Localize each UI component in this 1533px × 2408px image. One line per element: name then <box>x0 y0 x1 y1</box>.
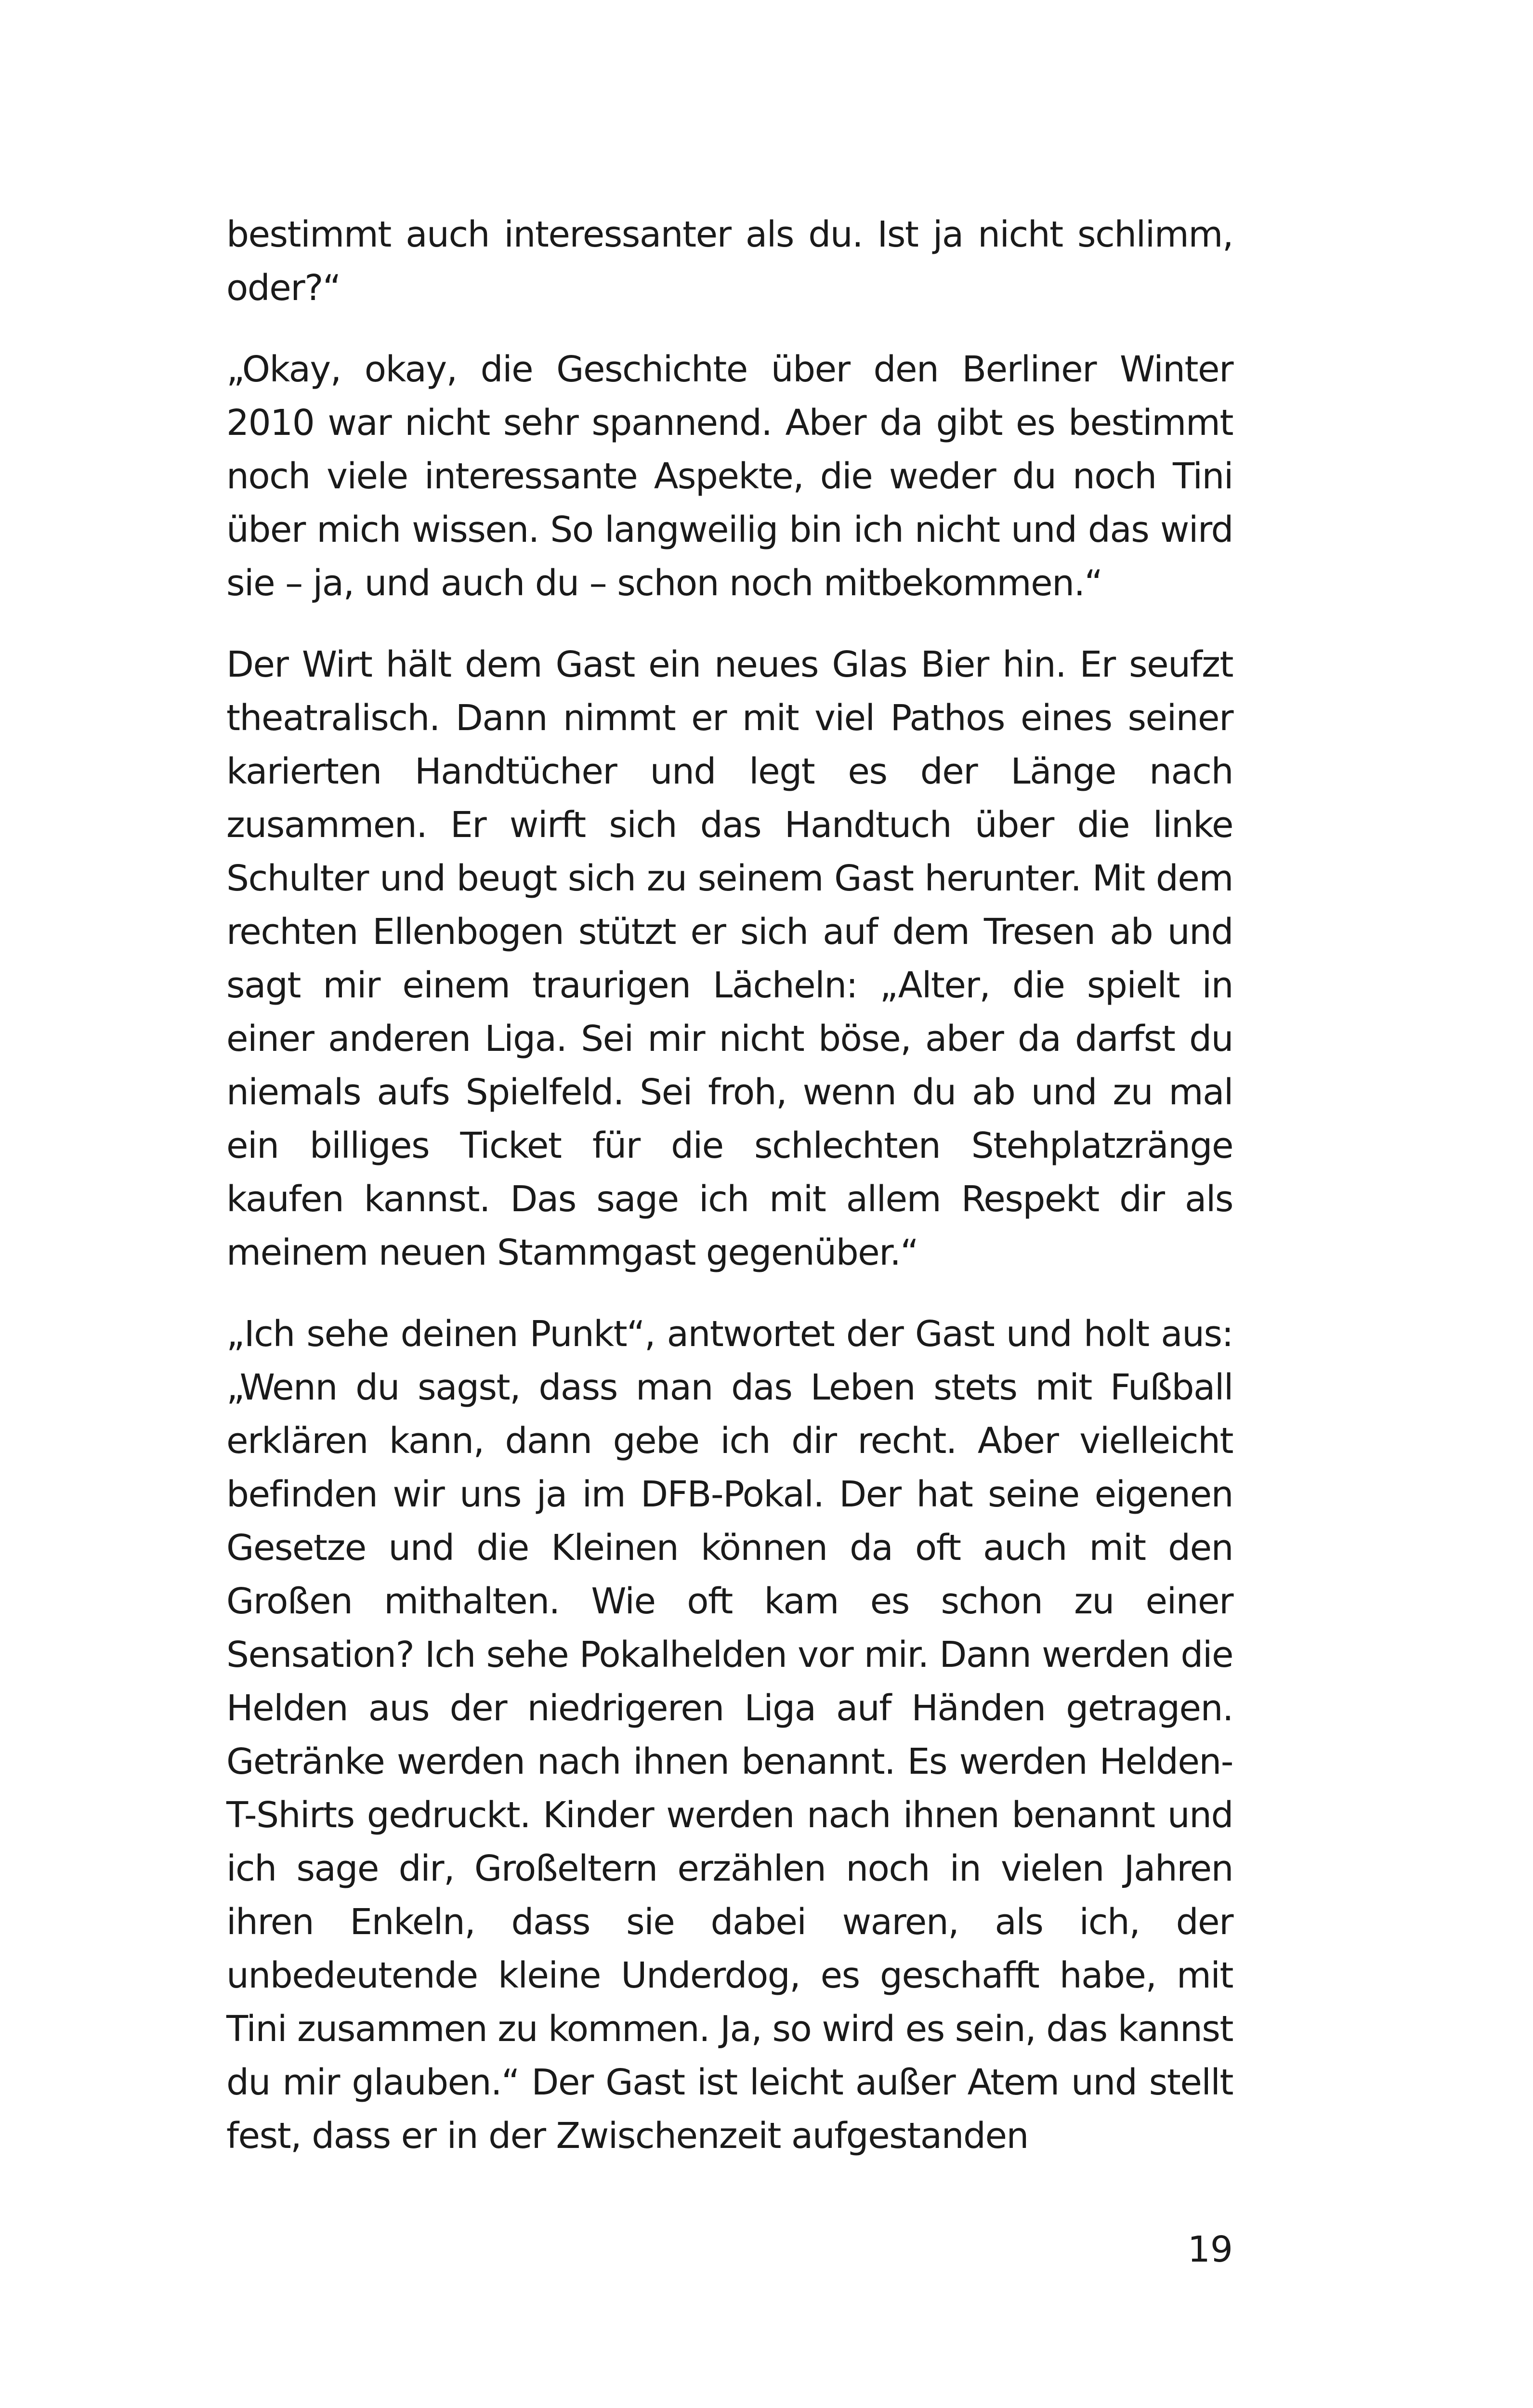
paragraph-2: „Okay, okay, die Geschichte über den Berliner Winter 2010 war nicht sehr spannend. Aber da gibt es bestimmt noch viele interessante Aspekte, die weder du noch Tini über mich wissen. So langweilig bin ich nicht und das wird sie – ja, und auch du – schon noch mitbekommen.“ <box>226 349 1233 604</box>
page-number: 19 <box>1187 2229 1233 2270</box>
paragraph-4: „Ich sehe deinen Punkt“, antwortet der Gast und holt aus: „Wenn du sagst, dass man das Leben stets mit Fußball erklären kann, dann gebe ich dir recht. Aber vielleicht befinden wir uns ja im DFB-Pokal. Der hat seine eigenen Gesetze und die Kleinen können da oft auch mit den Großen mithalten. Wie oft kam es schon zu einer Sensation? Ich sehe Pokalhelden vor mir. Dann werden die Helden aus der niedrigeren Liga auf Händen getragen. Getränke werden nach ihnen benannt. Es werden Helden-T-Shirts gedruckt. Kinder werden nach ihnen benannt und ich sage dir, Großeltern erzählen noch in vielen Jahren ihren Enkeln, dass sie dabei waren, als ich, der unbedeutende kleine Underdog, es geschafft habe, mit Tini zusammen zu kommen. Ja, so wird es sein, das kannst du mir glauben.“ Der Gast ist leicht außer Atem und stellt fest, dass er in der Zwischenzeit aufgestanden <box>226 1313 1233 2157</box>
body-text <box>226 208 1233 2163</box>
paragraph-3: Der Wirt hält dem Gast ein neues Glas Bier hin. Er seufzt theatralisch. Dann nimmt er mit viel Pathos eines seiner karierten Handtücher und legt es der Länge nach zusammen. Er wirft sich das Handtuch über die linke Schulter und beugt sich zu seinem Gast herunter. Mit dem rechten Ellenbogen stützt er sich auf dem Tresen ab und sagt mir einem traurigen Lächeln: „Alter, die spielt in einer anderen Liga. Sei mir nicht böse, aber da darfst du niemals aufs Spielfeld. Sei froh, wenn du ab und zu mal ein billiges Ticket für die schlechten Stehplatzränge kaufen kannst. Das sage ich mit allem Respekt dir als meinem neuen Stammgast gegenüber.“ <box>226 644 1233 1273</box>
paragraph-1: bestimmt auch interessanter als du. Ist ja nicht schlimm, oder?“ <box>226 214 1233 309</box>
